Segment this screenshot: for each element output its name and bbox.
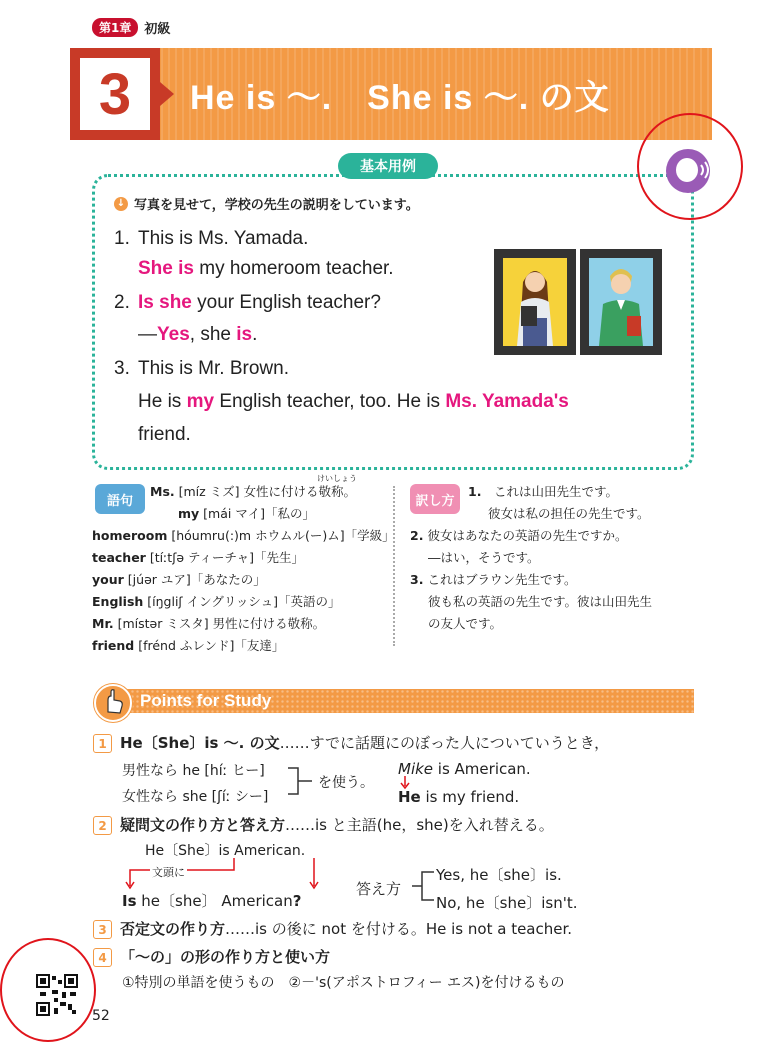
translation-line: 2. 彼女はあなたの英語の先生ですか。 — [410, 528, 628, 543]
vocab-item: friend [frénd ふレンド]「友達」 — [92, 638, 285, 653]
vocab-tag: 語句 — [95, 484, 145, 514]
furigana: けいしょう — [317, 474, 357, 483]
point-2-question: Is he〔she〕 American? — [122, 892, 302, 910]
point-4-detail: ①特別の単語を使うもの ②－'s(アポストロフィー エス)を付けるもの — [122, 975, 565, 991]
vocab-item: Mr. [místər ミスタ] 男性に付ける敬称。 — [92, 616, 326, 631]
point-number: 1 — [93, 734, 112, 753]
point-1-male: 男性なら he [híː ヒー] — [122, 763, 265, 779]
column-divider — [393, 486, 395, 646]
ms-yamada-picture — [494, 249, 576, 355]
point-2-note: 文頭に — [152, 866, 185, 879]
example-line: friend. — [138, 424, 191, 445]
example-line: 1. This is Ms. Yamada. — [114, 228, 309, 249]
example-label: 基本用例 — [338, 153, 438, 179]
lesson-title: He is ～. She is ～. の文 — [190, 79, 610, 117]
point-1-example-2: He is my friend. — [398, 788, 520, 806]
point-1-example-1: Mike is American. — [398, 760, 531, 778]
example-line: 2. Is she your English teacher? — [114, 292, 381, 313]
vocab-item: English [íŋgliʃ イングリッシュ]「英語の」 — [92, 594, 341, 609]
point-2-yes: Yes, he〔she〕is. — [436, 866, 562, 884]
points-title: Points for Study — [140, 691, 272, 710]
point-2: 疑問文の作り方と答え方……is と主語(he，she)を入れ替える。 — [120, 816, 554, 834]
example-line: —Yes, she is. — [138, 324, 258, 345]
vocab-item: homeroom [hóumru(:)m ホウムル(ー)ム]「学級」 — [92, 528, 395, 543]
highlight-circle-audio — [637, 113, 743, 220]
vocab-item: teacher [tíːtʃə ティーチャ]「先生」 — [92, 550, 305, 565]
point-number: 4 — [93, 948, 112, 967]
answer-bracket-icon — [410, 866, 436, 906]
example-line: She is my homeroom teacher. — [138, 258, 394, 279]
translation-line: の友人です。 — [428, 616, 503, 631]
title-arrow-icon — [160, 82, 174, 106]
example-line: 3. This is Mr. Brown. — [114, 358, 289, 379]
point-1-female: 女性なら she [ʃíː シー] — [122, 789, 269, 805]
point-2-answer-label: 答え方 — [356, 880, 402, 898]
bracket-icon — [286, 766, 316, 798]
example-line: He is my English teacher, too. He is Ms. Yamada's — [138, 391, 569, 412]
translation-line: 3. これはブラウン先生です。 — [410, 572, 577, 587]
translation-line: 彼女は私の担任の先生です。 — [488, 506, 650, 521]
pointing-hand-icon — [94, 684, 132, 722]
vocab-item: Ms. [míz ミズ] 女性に付ける敬称。 — [150, 484, 357, 499]
page-number: 52 — [92, 1008, 110, 1024]
point-1-use: を使う。 — [318, 775, 374, 791]
point-2-no: No, he〔she〕isn't. — [436, 894, 578, 912]
vocab-item: your [júər ユア]「あなたの」 — [92, 572, 266, 587]
translation-line: 1. これは山田先生です。 — [468, 484, 618, 499]
translation-line: ―はい，そうです。 — [428, 550, 540, 565]
mr-brown-picture — [580, 249, 662, 355]
translation-line: 彼も私の英語の先生です。彼は山田先生 — [428, 594, 653, 609]
point-2-statement: He〔She〕is American. — [145, 843, 306, 859]
chapter-badge: 第1章 — [92, 18, 138, 37]
highlight-circle-qr — [0, 938, 96, 1042]
level-label: 初級 — [144, 22, 171, 37]
point-number: 2 — [93, 816, 112, 835]
point-1: He〔She〕is ～. の文……すでに話題にのぼった人についていうとき， — [120, 734, 610, 752]
point-4: 「～の」の形の作り方と使い方 — [120, 948, 331, 966]
intro-text: 写真を見せて，学校の先生の説明をしています。 — [134, 198, 419, 213]
down-arrow-icon: ↓ — [114, 197, 128, 211]
example-intro — [114, 194, 419, 213]
chapter-header — [92, 18, 170, 37]
lesson-number: 3 — [80, 58, 150, 130]
point-number: 3 — [93, 920, 112, 939]
vocab-item: my [mái マイ]「私の」 — [178, 506, 315, 521]
point-3: 否定文の作り方……is の後に not を付ける。He is not a teacher. — [120, 920, 573, 938]
translation-tag: 訳し方 — [410, 484, 460, 514]
